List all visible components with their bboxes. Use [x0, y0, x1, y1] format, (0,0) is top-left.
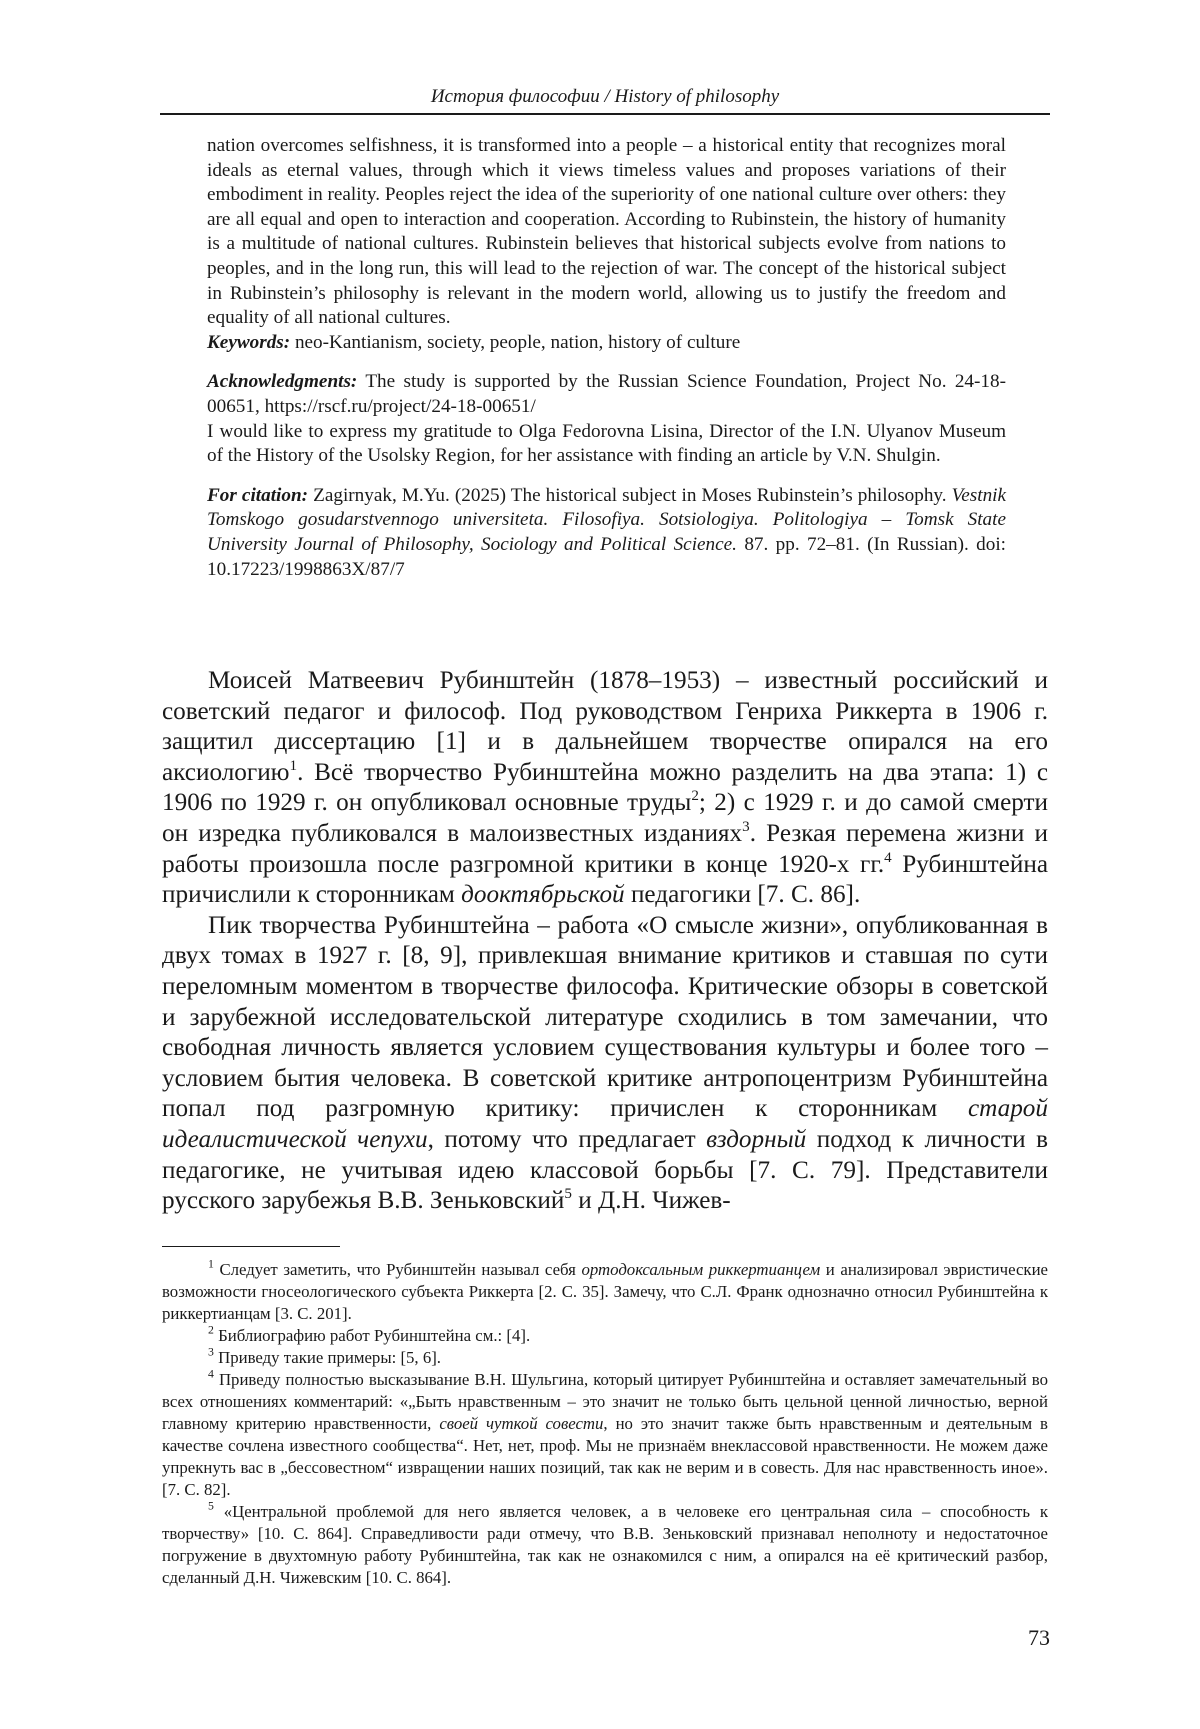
main-text [162, 666, 1048, 1217]
footnote-text: Приведу полностью высказывание В.Н. Шульгина, который цитирует Рубинштейна и оставляет замечательный во всех отношениях комментарий: «„Быть нравственным – это значит не только быть цельной ценной личностью, верной главному критерию нравственности, [162, 1370, 1048, 1433]
spacer [207, 355, 1006, 370]
p1-text-c: ; 2) с 1929 г. и до самой смерти он изредка публиковался в малоизвестных изданиях [162, 789, 1048, 847]
footnote-ref-3: 3 [742, 819, 750, 836]
paragraph-2 [162, 911, 1048, 1217]
p2-italic-a: старой идеалистической чепухи [162, 1095, 1048, 1153]
p2-text-c: подход к личности в педагогике, не учитывая идею классовой борьбы [7. С. 79]. Представители русского зарубежья В.В. Зеньковский [162, 1125, 1048, 1215]
footnote-number: 2 [208, 1323, 214, 1337]
gratitude-text: I would like to express my gratitude to Olga Fedorovna Lisina, Director of the I.N. Ulyanov Museum of the History of the Usolsky Region, for her assistance with finding an article by V.N. Shulgin. [207, 420, 1006, 467]
footnote-number: 4 [208, 1367, 214, 1381]
footnote-italic: ортодоксальным риккертианцем [581, 1260, 821, 1279]
footnote-ref-4: 4 [884, 849, 892, 866]
footnote-text: Приведу такие примеры: [5, 6]. [218, 1348, 441, 1367]
keywords-text: neo-Kantianism, society, people, nation, history of culture [294, 331, 741, 353]
p1-italic: дооктябрьской [461, 881, 625, 909]
footnote-text: Библиографию работ Рубинштейна см.: [4]. [218, 1326, 531, 1345]
p2-text-b: , потому что предлагает [427, 1125, 707, 1153]
citation-journal: Vestnik Tomskogo gosudarstvennogo universiteta. Filosofiya. Sotsiologiya. Politologiya – Tomsk State University Journal of Philosophy, Sociology and Political Science. [207, 484, 1007, 555]
citation-label: For citation: [207, 484, 309, 506]
abstract-text: nation overcomes selfishness, it is transformed into a people – a historical entity that recognizes moral ideals as eternal values, through which it views timeless values and proposes variations of their embodiment in reality. Peoples reject the idea of the superiority of one national culture over others: they are all equal and open to interaction and cooperation. According to Rubinstein, the history of humanity is a multitude of national cultures. Rubinstein believes that historical subjects evolve from nations to peoples, and in the long run, this will lead to the rejection of war. The concept of the historical subject in Rubinstein’s philosophy is relevant in the modern world, allowing us to justify the freedom and equality of all national cultures. [207, 135, 1006, 329]
footnote-text: , но это значит также быть нравственным и деятельным в качестве сочлена известного сообщества“. Нет, нет, проф. Мы не признаём внеклассовой нравственности. Не можем даже упрекнуть вас в „бессовестном“ извращении наших позиций, так как не верим и в совесть. Для нас нравственность иное». [7. С. 82]. [162, 1414, 1048, 1499]
footnote-2 [162, 1325, 1048, 1347]
acknowledgments [207, 370, 1006, 419]
keywords-line [207, 331, 1006, 356]
footnote-1 [162, 1259, 1048, 1325]
spacer [207, 469, 1006, 484]
citation-text-b: 87. pp. 72–81. (In Russian). doi: 10.17223/1998863X/87/7 [207, 533, 1006, 580]
p1-text-a: Моисей Матвеевич Рубинштейн (1878–1953) – известный российский и советский педагог и философ. Под руководством Генриха Риккерта в 1906 г. защитил диссертацию [1] и в дальнейшем творчестве опирался на его аксиологию [162, 667, 1048, 786]
running-title: История философии / History of philosophy [430, 86, 780, 107]
acknowledgments-label: Acknowledgments: [207, 371, 358, 393]
paragraph-1 [162, 666, 1048, 911]
footnote-ref-2: 2 [691, 788, 699, 805]
page-number: 73 [1028, 1625, 1050, 1650]
footnotes [162, 1259, 1048, 1589]
p2-text-d: и Д.Н. Чижев- [571, 1187, 731, 1215]
acknowledgments-text: The study is supported by the Russian Science Foundation, Project No. 24-18-00651, https://rscf.ru/project/24-18-00651/ [207, 371, 1006, 417]
footnote-ref-5: 5 [564, 1186, 572, 1203]
citation-text-a: Zagirnyak, M.Yu. (2025) The historical subject in Moses Rubinstein’s philosophy. [313, 484, 947, 506]
p1-text-b: . Всё творчество Рубинштейна можно разделить на два этапа: 1) с 1906 по 1929 г. он опубликовал основные труды [162, 758, 1048, 817]
header-rule [160, 113, 1050, 115]
footnote-text: Следует заметить, что Рубинштейн называл себя [219, 1260, 582, 1279]
abstract-block [207, 134, 1006, 582]
footnote-number: 3 [208, 1345, 214, 1359]
p2-text-a: Пик творчества Рубинштейна – работа «О смысле жизни», опубликованная в двух томах в 1927 г. [8, 9], привлекшая внимание критиков и ставшая по сути переломным моментом в творчестве философа. Критические обзоры в советской и зарубежной исследовательской литературе сходились в том замечании, что свободная личность является условием существования культуры и более того – условием бытия человека. В советской критике антропоцентризм Рубинштейна попал под разгромную критику: причислен к сторонникам [162, 911, 1048, 1123]
footnote-ref-1: 1 [289, 757, 298, 774]
footnote-3 [162, 1347, 1048, 1369]
footnote-italic: своей чуткой совести [439, 1414, 604, 1433]
footnote-4 [162, 1369, 1048, 1501]
footnote-rule [162, 1246, 340, 1247]
keywords-label: Keywords: [207, 331, 291, 353]
p2-italic-b: вздорный [706, 1125, 807, 1153]
footnote-5 [162, 1501, 1048, 1589]
footnote-number: 5 [208, 1499, 214, 1513]
p1-text-e: Рубинштейна причислили к сторонникам [162, 850, 1048, 909]
footnote-text: «Центральной проблемой для него является человек, а в человеке его центральная сила – способность к творчеству» [10. С. 864]. Справедливости ради отмечу, что В.В. Зеньковский признавал неполноту и недостаточное погружение в двухтомную работу Рубинштейна, так как не ознакомился с ним, а опирался на её критический разбор, сделанный Д.Н. Чижевским [10. С. 864]. [162, 1502, 1048, 1587]
citation [207, 484, 1006, 582]
p1-text-d: . Резкая перемена жизни и работы произошла после разгромной критики в конце 1920-х гг. [162, 819, 1049, 878]
p1-text-f: педагогики [7. С. 86]. [624, 881, 861, 909]
footnote-number: 1 [208, 1257, 214, 1271]
footnote-text: и анализировал эвристические возможности гносеологического субъекта Риккерта [2. С. 35]. Замечу, что С.Л. Франк однозначно относил Рубинштейна к риккертианцам [3. С. 201]. [162, 1260, 1048, 1323]
